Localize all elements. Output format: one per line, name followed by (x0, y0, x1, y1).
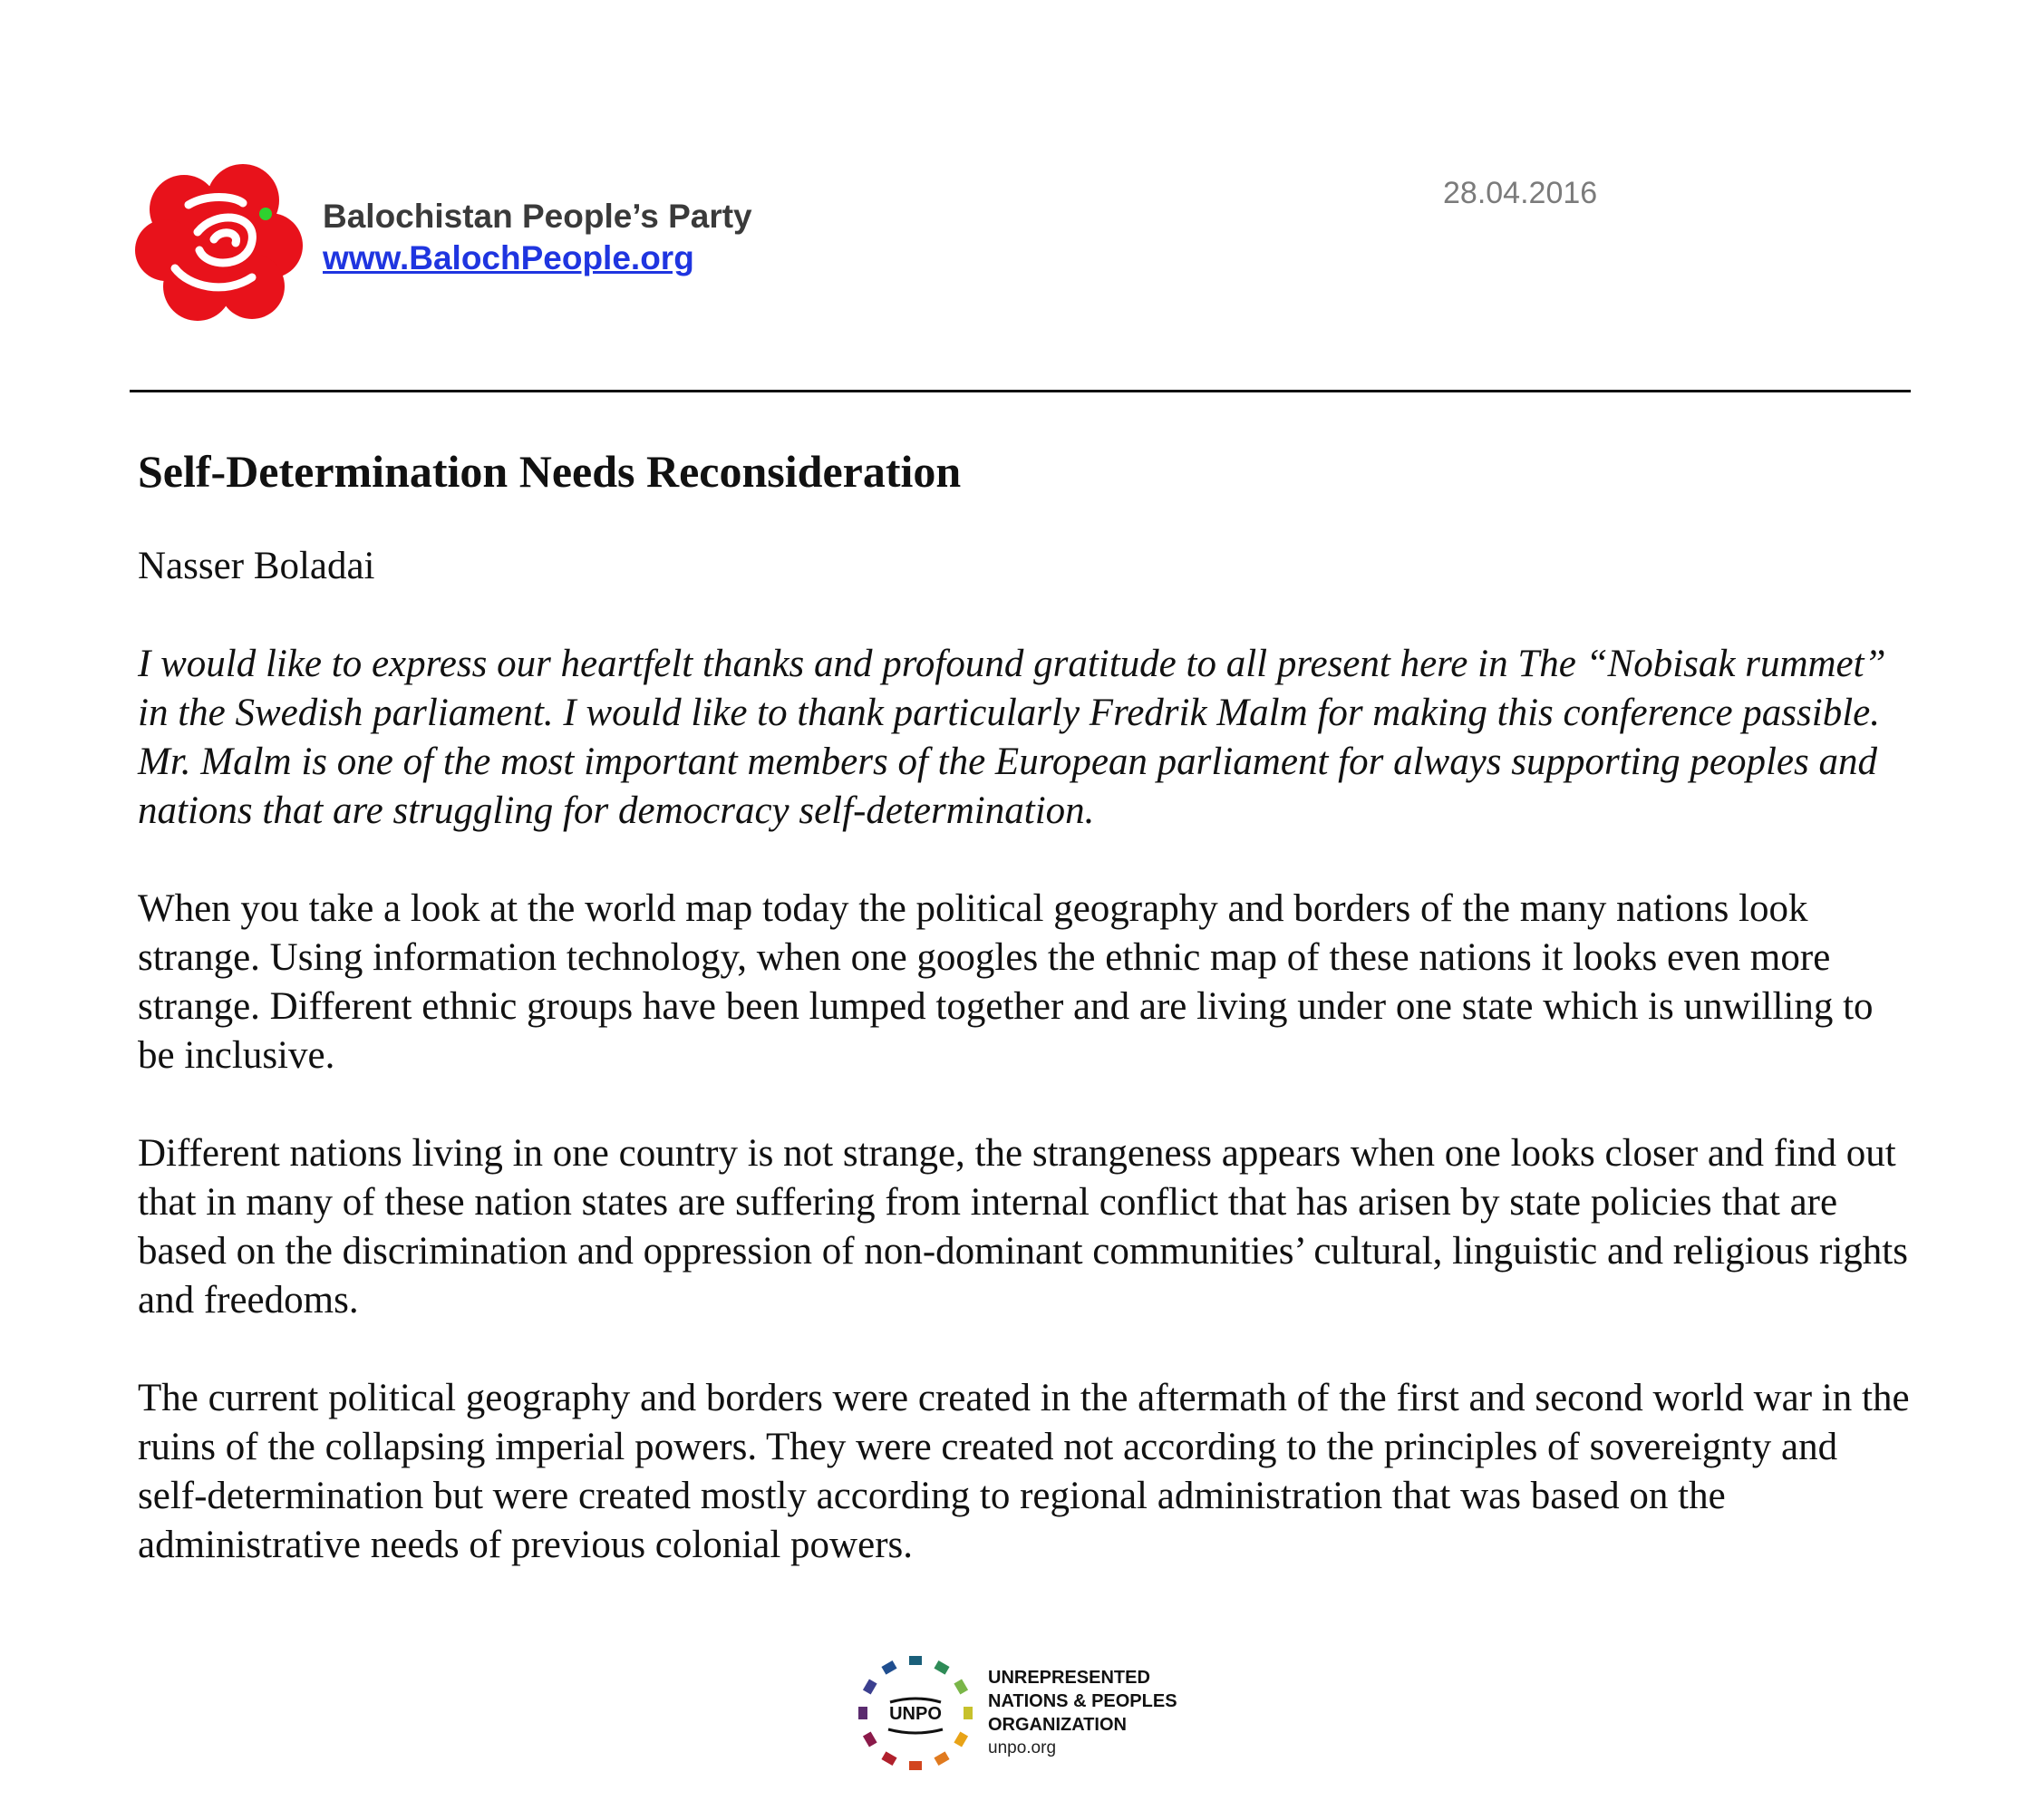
unpo-ring-segment-icon (954, 1679, 968, 1694)
unpo-overline-icon (890, 1699, 941, 1702)
unpo-ring-segment-icon (909, 1656, 922, 1665)
unpo-underline-icon (888, 1729, 943, 1733)
unpo-name (988, 1666, 1177, 1760)
unpo-ring-segment-icon (881, 1660, 896, 1675)
unpo-ring-segment-icon (934, 1751, 949, 1766)
header-divider (130, 390, 1911, 392)
unpo-ring-segment-icon (934, 1660, 949, 1675)
body-paragraph-2: Different nations living in one country is not strange, the strangeness appears when one looks closer and find out that in many of these nation states are suffering from internal conflict that has arisen by state policies that are based on the discrimination and oppression of non-dominant communities’ cultural, linguistic and religious rights and freedoms. (138, 1132, 1908, 1321)
unpo-line-3: ORGANIZATION (988, 1715, 1127, 1735)
unpo-ring-segment-icon (881, 1751, 896, 1766)
unpo-ring-icon (852, 1650, 979, 1776)
org-info (323, 196, 752, 279)
body-paragraph-1: When you take a look at the world map today the political geography and borders of the many nations look strange. Using information technology, when one googles the ethnic map of these nations it looks even more strange. Different ethnic groups have been lumped together and are living under one state which is unwilling to be inclusive. (138, 887, 1874, 1077)
body-paragraph-3: The current political geography and borders were created in the aftermath of the first and second world war in the ruins of the collapsing imperial powers. They were created not according to the principles of sovereignty and self-determination but were created mostly according to regional administration that was based on the administrative needs of previous colonial powers. (138, 1377, 1910, 1566)
unpo-ring-segment-icon (863, 1731, 877, 1747)
green-dot-icon (259, 208, 272, 220)
unpo-ring-segment-icon (954, 1731, 968, 1747)
article-body (138, 444, 1914, 1570)
unpo-line-1: UNREPRESENTED (988, 1668, 1150, 1688)
document-date: 28.04.2016 (1443, 176, 1598, 210)
unpo-ring-segment-icon (858, 1707, 867, 1719)
letterhead (134, 160, 1911, 332)
unpo-footer-logo (852, 1650, 1233, 1776)
unpo-line-2: NATIONS & PEOPLES (988, 1691, 1177, 1711)
article-author: Nasser Boladai (138, 545, 375, 587)
article-title: Self-Determination Needs Reconsideration (138, 446, 962, 497)
org-name: Balochistan People’s Party (323, 198, 752, 235)
unpo-ring-segment-icon (964, 1707, 973, 1719)
intro-paragraph: I would like to express our heartfelt thanks and profound gratitude to all present here in The “Nobisak rummet” in the Swedish parliament. I would like to thank particularly Fredrik Malm for making this conference passible. Mr. Malm is one of the most important members of the European parliament for always supporting peoples and nations that are struggling for democracy self-determination. (138, 643, 1886, 832)
unpo-ring-segment-icon (863, 1679, 877, 1694)
org-website-link[interactable]: www.BalochPeople.org (323, 239, 694, 276)
rose-logo-icon (134, 160, 306, 323)
unpo-ring-segment-icon (909, 1761, 922, 1770)
unpo-abbrev: UNPO (889, 1704, 942, 1724)
unpo-url: unpo.org (988, 1738, 1057, 1757)
